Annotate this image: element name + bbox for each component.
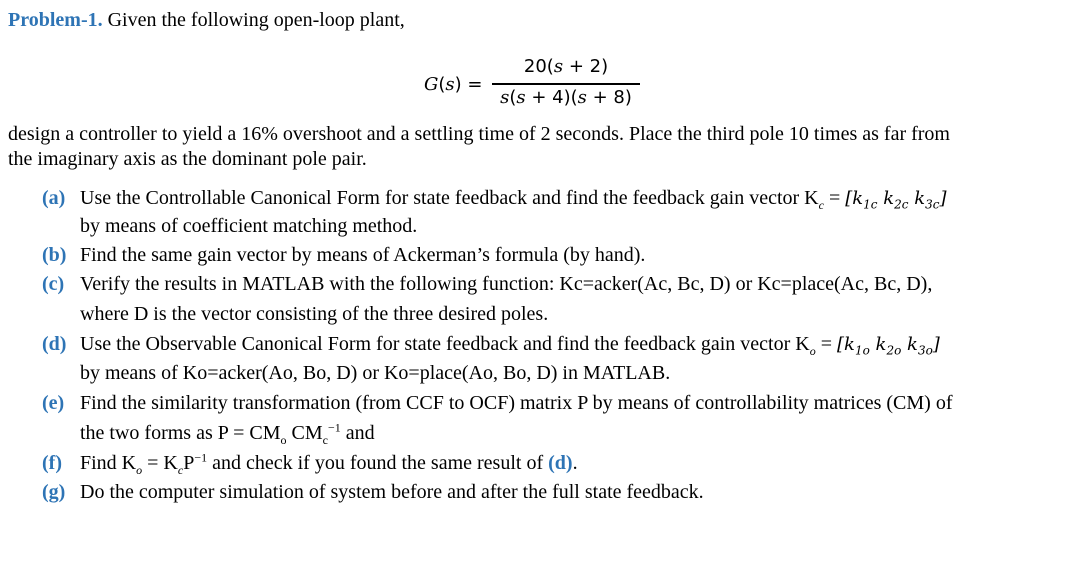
item-text: Find $K_o = K_cP^{-1}$ and check if you found the same result of (d). xyxy=(80,450,578,477)
item-label: (f) xyxy=(42,452,62,474)
item-ref-d: (d) xyxy=(548,452,573,474)
item-label: (d) xyxy=(42,333,67,355)
item-text: Find the same gain vector by means of Ackerman’s formula (by hand). xyxy=(80,244,646,266)
equation-numerator: 20(s + 2) xyxy=(523,56,609,77)
item-text: Find the similarity transformation (from CCF to OCF) matrix P by means of controllability matrices (CM) of xyxy=(80,392,953,414)
item-label: (b) xyxy=(42,244,67,266)
item-e-line-2: the two forms as $P = CM_o$ $CM_c^{-1}$ and xyxy=(80,420,375,447)
item-text: Verify the results in MATLAB with the following function: Kc=acker(Ac, Bc, D) or Kc=place(Ac, Bc, D), xyxy=(80,273,933,295)
item-text: Use the Controllable Canonical Form for state feedback and find the feedback gain vector $K_c = [k_{1c}$ $k_{2c}$ $k_{3c}$] xyxy=(80,187,947,212)
problem-header xyxy=(8,8,405,32)
item-text: Do the computer simulation of system before and after the full state feedback. xyxy=(80,481,704,503)
problem-label: Problem-1. xyxy=(8,9,103,31)
item-label: (c) xyxy=(42,273,65,295)
item-c-line-2: where D is the vector consisting of the three desired poles. xyxy=(80,303,549,325)
item-label: (g) xyxy=(42,481,66,503)
item-d-line-2: by means of Ko=acker(Ao, Bo, D) or Ko=place(Ao, Bo, D) in MATLAB. xyxy=(80,362,671,384)
item-label: (e) xyxy=(42,392,65,414)
equation-denominator: s(s + 4)(s + 8) xyxy=(500,87,632,108)
problem-intro: Given the following open-loop plant, xyxy=(107,9,405,31)
fraction-bar xyxy=(492,83,640,85)
paragraph-line-2: the imaginary axis as the dominant pole pair. xyxy=(8,148,367,170)
equation-lhs: G(s) = xyxy=(424,74,483,95)
paragraph-line-1: design a controller to yield a 16% overshoot and a settling time of 2 seconds. Place the third pole 10 times as far from xyxy=(8,123,950,145)
item-text: Use the Observable Canonical Form for state feedback and find the feedback gain vector $K_o = [k_{1o}$ $k_{2o}$ $k_{3o}$] xyxy=(80,333,940,358)
item-a-line-2: by means of coefficient matching method. xyxy=(80,215,418,237)
item-label: (a) xyxy=(42,187,66,209)
